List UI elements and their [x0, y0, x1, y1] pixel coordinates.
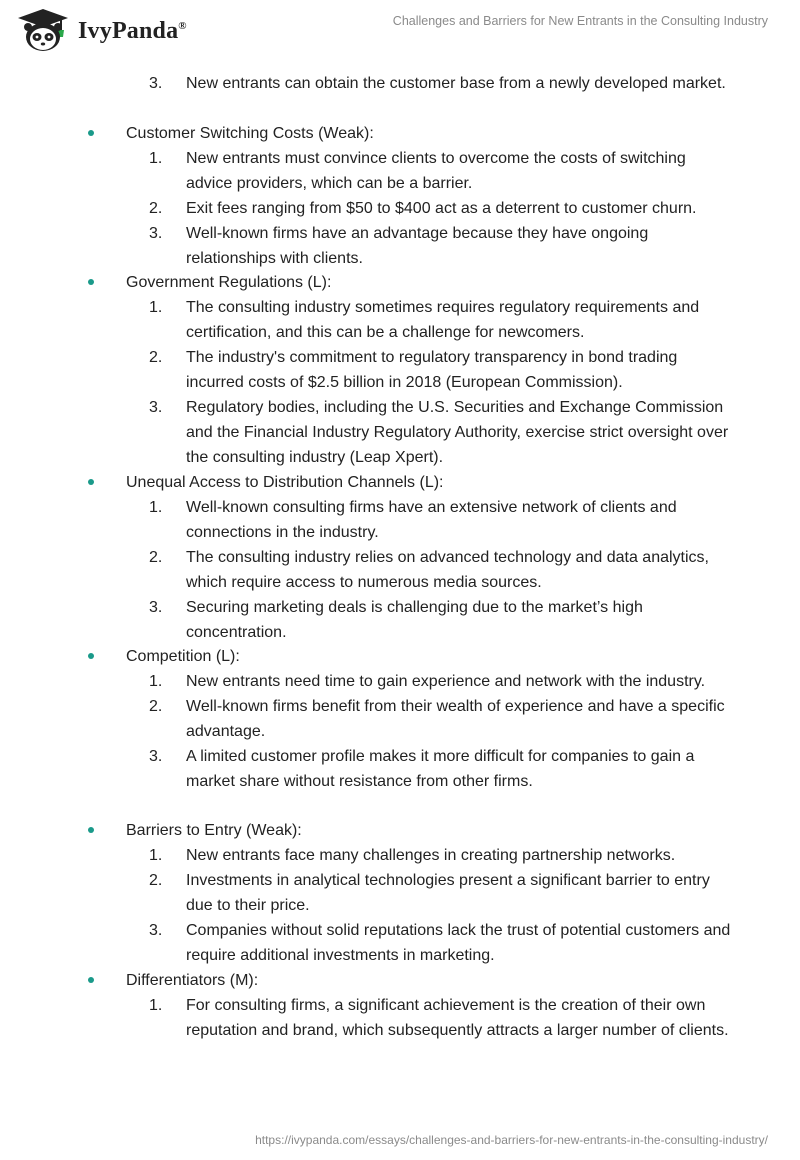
list-item-number: 1. [149, 997, 163, 1014]
section-title: Barriers to Entry (Weak): [126, 822, 302, 839]
list-item-text: New entrants must convince clients to overcome the costs of switching advice providers, which can be a barrier. [186, 150, 686, 192]
list-item-number: 3. [149, 748, 163, 765]
section-title: Differentiators (M): [126, 972, 259, 989]
list-item-text: The consulting industry relies on advanced technology and data analytics, which require access to numerous media sources. [186, 549, 709, 591]
list-item [0, 345, 800, 395]
section-competition [0, 644, 800, 794]
bullet-icon [88, 279, 94, 285]
bullet-icon [88, 653, 94, 659]
list-item-number: 3. [149, 922, 163, 939]
source-url[interactable]: https://ivypanda.com/essays/challenges-and-barriers-for-new-entrants-in-the-consulting-industry/ [255, 1133, 768, 1147]
list-item-number: 2. [149, 698, 163, 715]
list-item-text: The consulting industry sometimes requires regulatory requirements and certification, and this can be a challenge for newcomers. [186, 299, 700, 341]
document-title: Challenges and Barriers for New Entrants in the Consulting Industry [392, 14, 768, 28]
section-title: Customer Switching Costs (Weak): [126, 125, 374, 142]
list-item-text: Companies without solid reputations lack the trust of potential customers and require additional investments in marketing. [186, 922, 731, 964]
ivypanda-logo[interactable] [14, 7, 187, 55]
section-title: Competition (L): [126, 648, 240, 665]
list-item-number: 2. [149, 200, 163, 217]
section-government-regulations [0, 270, 800, 470]
section-heading [0, 644, 800, 669]
list-item-number: 1. [149, 299, 163, 316]
list-item-text: Investments in analytical technologies present a significant barrier to entry due to their price. [186, 872, 710, 914]
section-differentiators [0, 968, 800, 1043]
list-item-number: 2. [149, 549, 163, 566]
bullet-icon [88, 827, 94, 833]
list-item-text: Securing marketing deals is challenging due to the market’s high concentration. [186, 599, 643, 641]
bullet-icon [88, 977, 94, 983]
section-unequal-access [0, 470, 800, 645]
section-heading [0, 818, 800, 843]
list-item [0, 295, 800, 345]
logo-wordmark: IvyPanda® [78, 17, 187, 44]
list-item [0, 545, 800, 595]
list-item [0, 221, 800, 271]
list-item-text: Regulatory bodies, including the U.S. Securities and Exchange Commission and the Financial Industry Regulatory Authority, exercise strict oversight over the consulting industry (Leap Xpert). [186, 399, 729, 466]
list-item-number: 2. [149, 872, 163, 889]
section-title: Government Regulations (L): [126, 274, 332, 291]
section-heading [0, 121, 800, 146]
list-item-text: Well-known firms have an advantage because they have ongoing relationships with clients. [186, 225, 649, 267]
list-item [0, 595, 800, 645]
section-barriers-to-entry [0, 818, 800, 968]
list-item-number: 1. [149, 673, 163, 690]
list-item-number: 2. [149, 349, 163, 366]
list-item-text: New entrants can obtain the customer base from a newly developed market. [186, 75, 726, 92]
list-item-number: 3. [149, 75, 163, 92]
list-item-text: A limited customer profile makes it more difficult for companies to gain a market share without resistance from other firms. [186, 748, 695, 790]
list-item-text: The industry's commitment to regulatory transparency in bond trading incurred costs of $2.5 billion in 2018 (European Commission). [186, 349, 678, 391]
section-heading [0, 470, 800, 495]
list-item-text: For consulting firms, a significant achievement is the creation of their own reputation and brand, which subsequently attracts a larger number of clients. [186, 997, 729, 1039]
list-item-number: 3. [149, 225, 163, 242]
list-item [0, 918, 800, 968]
list-item-number: 1. [149, 150, 163, 167]
list-item-number: 1. [149, 847, 163, 864]
page-header [0, 0, 800, 62]
list-item-text: New entrants face many challenges in creating partnership networks. [186, 847, 676, 864]
list-item [0, 744, 800, 794]
section-heading [0, 270, 800, 295]
list-item-number: 3. [149, 399, 163, 416]
list-item-number: 1. [149, 499, 163, 516]
list-item [0, 868, 800, 918]
list-item [0, 495, 800, 545]
list-item-text: New entrants need time to gain experience and network with the industry. [186, 673, 706, 690]
list-item [0, 196, 800, 221]
list-item [0, 993, 800, 1043]
panda-graduate-icon [14, 7, 72, 55]
list-item [0, 146, 800, 196]
bullet-icon [88, 130, 94, 136]
list-item [0, 669, 800, 694]
intro-list [0, 71, 800, 96]
list-item-text: Well-known consulting firms have an extensive network of clients and connections in the industry. [186, 499, 677, 541]
list-item-text: Well-known firms benefit from their wealth of experience and have a specific advantage. [186, 698, 725, 740]
list-item [0, 71, 800, 96]
list-item-number: 3. [149, 599, 163, 616]
list-item [0, 843, 800, 868]
list-item [0, 395, 800, 470]
section-heading [0, 968, 800, 993]
bullet-icon [88, 479, 94, 485]
section-title: Unequal Access to Distribution Channels (L): [126, 474, 444, 491]
list-item [0, 694, 800, 744]
list-item-text: Exit fees ranging from $50 to $400 act as a deterrent to customer churn. [186, 200, 697, 217]
section-customer-switching-costs [0, 121, 800, 271]
